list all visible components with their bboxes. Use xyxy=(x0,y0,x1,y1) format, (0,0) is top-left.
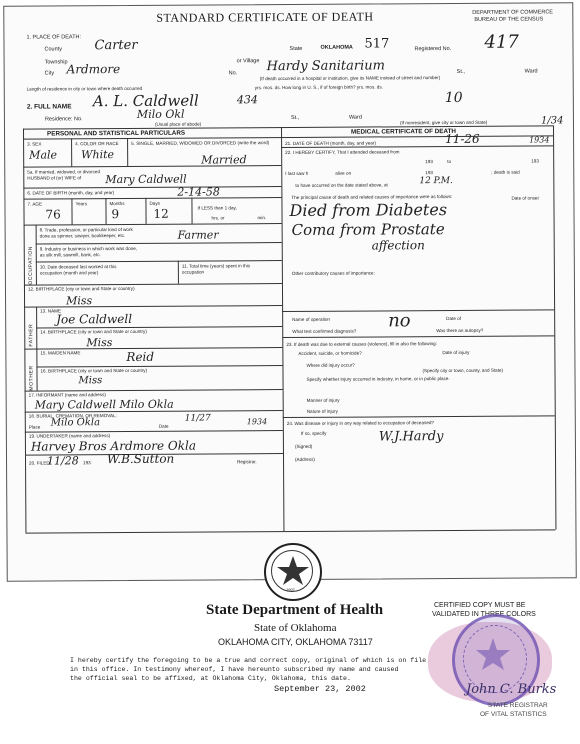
burial-place-value: Milo Okla xyxy=(50,417,101,429)
color-label: 4. COLOR OR RACE xyxy=(75,141,119,147)
death-said-label: ; death is said xyxy=(491,169,520,175)
ward-label: Ward xyxy=(524,68,538,75)
residence-street-label: St., xyxy=(290,114,300,121)
rule-before-disease xyxy=(283,415,555,418)
rule-right-border xyxy=(553,125,556,529)
rule-occupation-side xyxy=(36,225,37,285)
length-units: yrs. mos. ds. How long in U. S., if of foreign birth? yrs. mos. ds. xyxy=(254,84,383,91)
father-birthplace-label: 14. BIRTHPLACE (city or town and State or country) xyxy=(40,328,147,335)
date-of-onset-label: Date of onset xyxy=(511,195,539,201)
rule-after-informant xyxy=(25,410,283,413)
street-label: St., xyxy=(456,68,465,75)
test-confirmed-label: What test confirmed diagnosis? xyxy=(292,328,357,334)
physician-signature: W.J.Hardy xyxy=(378,429,444,445)
color-value: White xyxy=(81,148,115,162)
trade-label: 8. Trade, profession, or particular kind of work done as spinner, sawyer, bookkeeper, etc. xyxy=(39,226,133,239)
rule-center-divider xyxy=(281,127,284,531)
external-causes-label: 23. If death was due to external causes (violence), fill in also the following: xyxy=(286,341,437,348)
spouse-value: Mary Caldwell xyxy=(105,172,187,187)
city-label: City xyxy=(44,70,55,77)
state-subtitle: State of Oklahoma xyxy=(254,622,337,634)
registrar-title-2: OF VITAL STATISTICS xyxy=(480,711,547,718)
state-registrar-signature: John C. Burks xyxy=(466,682,557,697)
spouse-label: 5a. If married, widowed, or divorced HUSBAND of (or) WIFE of xyxy=(27,169,101,181)
undertaker-label: 19. UNDERTAKER (name and address) xyxy=(28,433,111,439)
last-worked-label: 10. Date deceased last worked at this occupation (month and year) xyxy=(39,264,117,276)
serial-number: 517 xyxy=(364,36,390,52)
last-saw-year: 193 xyxy=(425,170,433,176)
right-margin-note: 1/34 xyxy=(540,115,564,127)
days-label: Days xyxy=(149,200,160,206)
hospital-value: Hardy Sanitarium xyxy=(266,58,386,75)
department-address: OKLAHOMA CITY, OKLAHOMA 73117 xyxy=(218,637,373,647)
rule-before-operation xyxy=(282,309,554,312)
residence-value: Milo Okl xyxy=(136,107,185,121)
dept-line-1: DEPARTMENT OF COMMERCE xyxy=(472,9,553,16)
filed-year: 193 xyxy=(83,460,91,466)
rule-bottom xyxy=(25,529,555,533)
mother-side-label: MOTHER xyxy=(28,365,35,391)
marital-value: Married xyxy=(201,153,247,167)
certify-to-label: to xyxy=(447,159,452,165)
father-name-value: Joe Caldwell xyxy=(56,311,133,327)
signed-label: (Signed) xyxy=(294,443,313,449)
registrar-signature: W.B.Sutton xyxy=(106,451,175,467)
registered-label: Registered No. xyxy=(414,46,452,53)
certify-year-2: 193 xyxy=(531,158,539,164)
residence-label: Residence: No. xyxy=(44,116,83,123)
dob-value: 2-14-58 xyxy=(177,185,220,199)
principal-cause-label: The principal cause of death and related causes of importance were as follows: xyxy=(291,194,453,200)
marital-label: 5. SINGLE, MARRIED, WIDOWED OR DIVORCED (write the word) xyxy=(131,140,270,146)
manner-label: Manner of injury xyxy=(306,397,340,403)
usual-place-note: (Usual place of abode) xyxy=(154,121,202,127)
state-seal xyxy=(264,543,322,601)
certify-year-1: 193 xyxy=(425,159,433,165)
certification-date: September 23, 2002 xyxy=(274,684,366,694)
operation-label: Name of operation xyxy=(292,316,330,322)
seal-year: 1907 xyxy=(286,587,295,592)
county-label: County xyxy=(44,46,62,53)
cause-line-1: Died from Diabetes xyxy=(289,200,448,221)
registrar-label: Registrar. xyxy=(237,459,257,465)
filed-label: 20. FILED xyxy=(29,460,50,466)
death-time-value: 12 P.M. xyxy=(419,176,453,187)
trade-value: Farmer xyxy=(177,228,219,242)
mother-maiden-label: 15. MAIDEN NAME xyxy=(40,350,81,356)
dept-line-2: BUREAU OF THE CENSUS xyxy=(474,16,544,23)
rule-top-sections xyxy=(23,125,553,129)
autopsy-label: Was there an autopsy? xyxy=(436,327,484,334)
rule-after-age xyxy=(24,223,282,226)
registered-number: 417 xyxy=(484,31,519,53)
rule-left-border xyxy=(23,129,26,533)
rule-after-sex xyxy=(23,165,281,168)
county-value: Carter xyxy=(94,37,138,54)
sex-value: Male xyxy=(29,148,58,162)
certificate-title: STANDARD CERTIFICATE OF DEATH xyxy=(156,9,374,25)
validation-line-1: CERTIFIED COPY MUST BE xyxy=(434,602,526,609)
filed-value: 11/28 xyxy=(46,454,79,468)
nonresident-note: (If nonresident, give city or town and State) xyxy=(399,119,488,126)
rule-mother-side xyxy=(36,349,37,391)
rule-age-4 xyxy=(191,198,192,224)
undertaker-value: Harvey Bros Ardmore Okla xyxy=(30,438,197,454)
state-label: State xyxy=(289,45,303,52)
rule-occ-3 xyxy=(178,261,179,284)
place-of-death-label: 1. PLACE OF DEATH: xyxy=(26,34,82,41)
rule-father-1 xyxy=(36,326,282,329)
burial-place-label: Place xyxy=(28,424,41,430)
rule-occ-1 xyxy=(36,242,282,245)
certification-line-2: in this office. In testimony whereof, I have hereunto subscribed my name and caused xyxy=(70,666,399,673)
dob-label: 6. DATE OF BIRTH (month, day, and year) xyxy=(27,190,115,196)
nature-label: Nature of injury xyxy=(306,408,338,414)
validation-line-2: VALIDATED IN THREE COLORS xyxy=(432,611,536,618)
father-birthplace-value: Miss xyxy=(86,336,113,350)
rule-after-mother xyxy=(25,389,283,392)
burial-label: 18. BURIAL, CREMATION, OR REMOVAL: xyxy=(28,413,117,419)
rule-sex-color xyxy=(71,138,72,166)
accident-label: Accident, suicide, or homicide? xyxy=(298,350,362,356)
rule-age-3 xyxy=(145,198,146,224)
rule-after-occupation xyxy=(24,283,282,286)
informant-value: Mary Caldwell Milo Okla xyxy=(34,397,174,412)
certificate-sheet xyxy=(3,2,577,581)
occupation-side-label: OCCUPATION xyxy=(27,245,34,285)
age-years-value: 76 xyxy=(45,207,61,222)
last-saw-label: I last saw h xyxy=(285,170,309,177)
sex-label: 3. SEX xyxy=(27,141,42,147)
township-label: Township xyxy=(44,59,68,66)
rule-color-marital xyxy=(127,138,128,166)
full-name-number: 434 xyxy=(236,93,258,107)
total-time-label: 11. Total time (years) spent in this occupation xyxy=(181,263,251,275)
residence-ward-label: Ward xyxy=(348,114,362,121)
cause-line-3: affection xyxy=(371,238,425,253)
full-name-value: A. L. Caldwell xyxy=(92,91,199,111)
rule-age-1 xyxy=(71,198,72,224)
hrs-label: hrs. or xyxy=(211,215,225,221)
min-label: min. xyxy=(257,215,267,221)
less-than-label: If LESS than 1 day, xyxy=(197,205,237,211)
months-label: Months xyxy=(109,201,125,207)
cause-line-2: Coma from Prostate xyxy=(291,220,445,239)
rule-after-burial xyxy=(25,430,283,433)
personal-section-title: PERSONAL AND STATISTICAL PARTICULARS xyxy=(47,129,186,138)
margin-note-ten: 10 xyxy=(444,89,463,107)
burial-date-value: 11/27 xyxy=(184,413,211,424)
informant-label: 17. INFORMANT (name and address) xyxy=(28,392,106,398)
alive-on-label: alive on xyxy=(335,170,352,176)
years-label: Years xyxy=(75,201,88,207)
other-causes-label: Other contributory causes of importance: xyxy=(291,270,375,276)
age-months-value: 9 xyxy=(111,207,120,222)
rule-before-external xyxy=(282,335,554,338)
certification-line-3: the official seal to be affixed, at Oklahoma City, Oklahoma, this date. xyxy=(70,675,351,682)
certify-label: 22. I HEREBY CERTIFY, That I attended deceased from xyxy=(285,149,400,156)
certification-line-1: I hereby certify the foregoing to be a true and correct copy, original of which is on file xyxy=(70,657,427,664)
if-so-label: If so, specify xyxy=(300,430,327,436)
mother-maiden-value: Reid xyxy=(126,349,155,365)
specify-place-note: (Specify city or town, county, and State) xyxy=(422,367,504,374)
address-label: (Address) xyxy=(295,456,315,462)
full-name-label: 2. FULL NAME xyxy=(26,103,72,111)
mother-birthplace-label: 16. BIRTHPLACE (city or town and State or country) xyxy=(40,367,148,374)
occurred-label: to have occurred on the date stated above, at xyxy=(295,182,388,188)
specify-injury-label: Specify whether injury occurred in industry, in home, or in public place. xyxy=(306,376,450,382)
rule-occ-2 xyxy=(36,260,282,263)
disease-related-label: 24. Was disease or injury in any way related to occupation of deceased? xyxy=(286,420,434,427)
father-side-label: FATHER xyxy=(28,323,35,347)
age-label: 7. AGE xyxy=(27,201,43,207)
injury-date-label: Date of injury xyxy=(442,349,470,356)
length-of-residence-label: Length of residence in city or town where death occurred xyxy=(26,85,143,92)
department-title: State Department of Health xyxy=(206,602,384,618)
street-no-label: No. xyxy=(228,70,238,77)
registrar-title-1: STATE REGISTRAR xyxy=(488,702,548,709)
death-date-value: 11-26 xyxy=(445,131,480,147)
death-date-label: 21. DATE OF DEATH (month, day, and year) xyxy=(285,140,376,147)
hospital-note: (If death occurred in a hospital or institution, give its NAME instead of street and number) xyxy=(259,75,441,82)
burial-date-label: Date xyxy=(158,423,169,429)
birthplace-value: Miss xyxy=(66,294,93,308)
age-days-value: 12 xyxy=(153,206,169,221)
rule-after-dob xyxy=(23,197,281,200)
state-value: OKLAHOMA xyxy=(320,44,353,51)
where-injury-label: Where did injury occur? xyxy=(306,362,355,368)
father-name-label: 13. NAME xyxy=(40,308,62,314)
rule-age-2 xyxy=(105,198,106,224)
rule-after-spouse xyxy=(23,186,281,189)
operation-date-label: Date of xyxy=(446,315,461,322)
birthplace-label: 12. BIRTHPLACE (city or town and State or country) xyxy=(27,285,135,292)
mother-birthplace-value: Miss xyxy=(78,375,103,387)
city-value: Ardmore xyxy=(66,62,121,77)
rule-after-birthplace xyxy=(24,305,282,308)
death-date-year: 1934 xyxy=(529,135,550,145)
burial-year-value: 1934 xyxy=(246,417,268,427)
rule-mother-1 xyxy=(36,365,282,368)
no-mark: no xyxy=(388,310,411,332)
industry-label: 9. Industry or business in which work was done, as silk mill, sawmill, bank, etc. xyxy=(39,245,138,258)
medical-section-title: MEDICAL CERTIFICATE OF DEATH xyxy=(351,127,456,136)
village-label: or Village xyxy=(236,58,260,65)
